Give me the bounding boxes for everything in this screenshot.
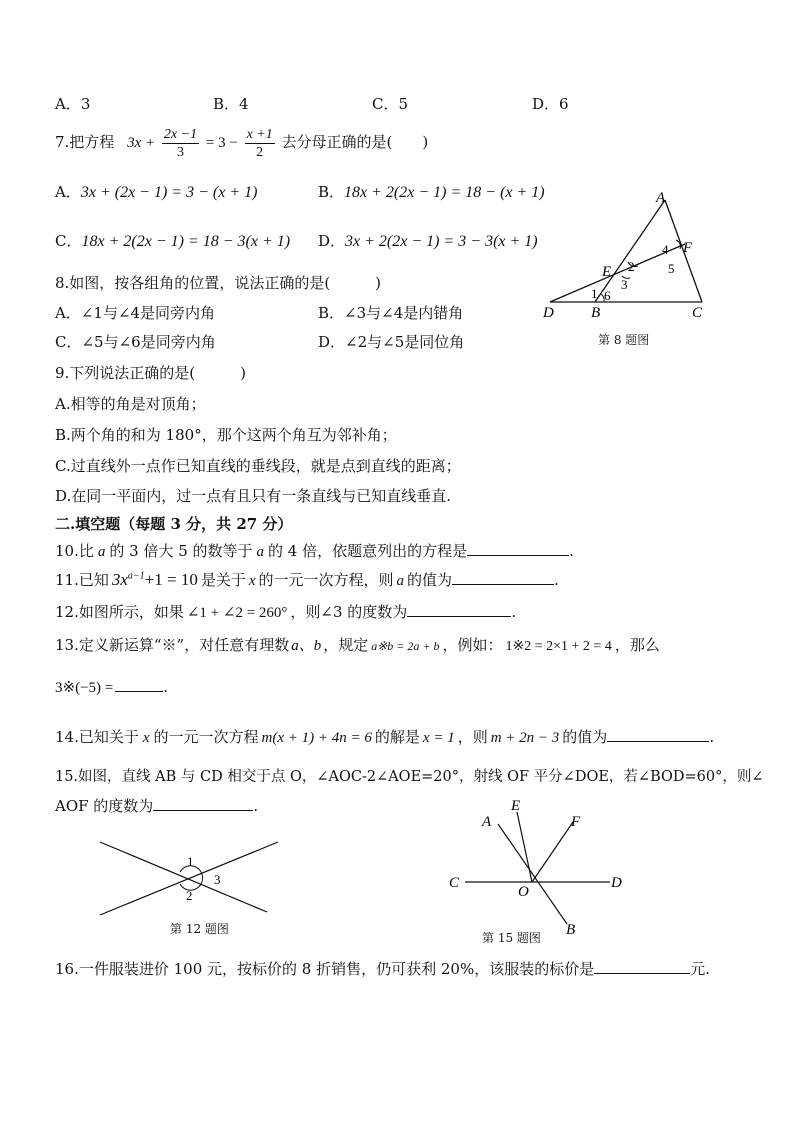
section-2-title: 二.填空题（每题 3 分，共 27 分）: [55, 515, 293, 533]
fig15-label-b: B: [566, 922, 576, 938]
q16-answer-blank[interactable]: [594, 959, 690, 974]
q7-option-c-expr: 18x + 2(2x − 1) = 18 − 3(x + 1): [81, 233, 291, 250]
q14-solution: x = 1: [422, 730, 455, 746]
q10-answer-blank[interactable]: [467, 541, 569, 556]
q14-end: .: [709, 728, 715, 746]
question-15-line2: [55, 795, 258, 816]
q12-answer-blank[interactable]: [407, 602, 511, 617]
q14-text4: ，则: [457, 728, 488, 746]
q10-text2: 的 3 倍大 5 的数等于: [109, 542, 253, 560]
q10-var-a: a: [97, 544, 106, 560]
q7-num1: 2x −1: [163, 126, 198, 142]
question-14: [55, 726, 714, 747]
question-13-line2: [55, 677, 168, 697]
q8-label-e: E: [602, 264, 612, 280]
q6-option-b: B．4: [213, 95, 249, 113]
q7-suffix: 去分母正确的是( ): [281, 133, 429, 151]
q16-end: 元.: [690, 960, 710, 978]
q14-var-x: x: [142, 730, 150, 746]
q10-end: .: [569, 542, 574, 560]
q12-expr: ∠1 + ∠2 = 260°: [186, 605, 288, 621]
q7-fraction-1: [162, 126, 199, 161]
fig12-label-2: 2: [186, 888, 193, 903]
q6-option-d: D．6: [532, 95, 569, 113]
fig15-figure: [440, 796, 640, 942]
fig15-caption: 第 15 题图: [482, 931, 541, 945]
q14-equation: m(x + 1) + 4n = 6: [261, 730, 372, 746]
q11-text3: 的一元一次方程，则: [258, 571, 394, 589]
question-16: [55, 958, 710, 979]
fig15-label-e: E: [511, 798, 521, 814]
q11-text1: 11.已知: [55, 571, 109, 589]
q15-answer-blank[interactable]: [153, 796, 253, 811]
q13-end: .: [163, 678, 169, 696]
q11-text4: 的值为: [407, 571, 453, 589]
q14-answer-blank[interactable]: [607, 727, 709, 742]
q8-label-b: B: [591, 305, 601, 321]
q8-figure: [540, 190, 720, 350]
fig15-label-c: C: [449, 875, 460, 891]
q8-line-ab: [595, 200, 665, 302]
fig12-label-3: 3: [214, 872, 221, 887]
q15-line1: 15.如图，直线 AB 与 CD 相交于点 O，∠AOC-2∠AOE=20°，射线 OF 平分∠DOE，若∠BOD=60°，则∠: [55, 769, 764, 785]
q16-text: 16.一件服装进价 100 元，按标价的 8 折销售，仍可获利 20%，该服装的标价是: [55, 960, 595, 978]
q11-equation: [112, 570, 198, 589]
q8-option-a: A．∠1与∠4是同旁内角: [55, 304, 216, 322]
q7-option-b-expr: 18x + 2(2x − 1) = 18 − (x + 1): [344, 184, 545, 201]
q8-option-b: B．∠3与∠4是内错角: [318, 304, 464, 322]
q11-exponent: a−1: [127, 570, 145, 582]
q10-text1: 10.比: [55, 542, 94, 560]
q13-text2: ，规定: [323, 636, 369, 654]
q10-text3: 的 4 倍，依题意列出的方程是: [268, 542, 468, 560]
q15-line2: AOF 的度数为: [55, 797, 154, 815]
q8-label-d: D: [543, 305, 554, 321]
q8-label-c: C: [692, 305, 703, 321]
q9-option-c: C.过直线外一点作已知直线的垂线段，就是点到直线的距离；: [55, 457, 461, 475]
q9-option-a: A.相等的角是对顶角；: [55, 395, 206, 413]
q8-label-4: 4: [662, 242, 669, 257]
q11-rest: +1 = 10: [144, 570, 198, 589]
q12-text2: ，则∠3 的度数为: [290, 603, 408, 621]
q8-label-5: 5: [668, 261, 675, 276]
q15-end: .: [253, 797, 259, 815]
q8-label-a: A: [656, 190, 666, 206]
question-11: [55, 569, 559, 590]
q10-var-a2: a: [256, 544, 265, 560]
q7-eq-mid: = 3 −: [205, 135, 238, 151]
q13-definition: a※b = 2a + b: [371, 639, 440, 653]
q7-option-d-letter: D．: [318, 232, 346, 250]
q9-option-d: D.在同一平面内，过一点有且只有一条直线与已知直线垂直.: [55, 487, 452, 505]
q9-option-b: B.两个角的和为 180°，那个这两个角互为邻补角；: [55, 426, 397, 444]
q11-end: .: [554, 571, 559, 589]
q13-text1: 13.定义新运算“※”，对任意有理数: [55, 636, 290, 654]
q7-option-b-letter: B．: [318, 183, 345, 201]
fig12-figure: [95, 838, 285, 922]
q7-option-a-letter: A．: [55, 183, 81, 201]
question-12: [55, 601, 516, 622]
q8-option-c: C．∠5与∠6是同旁内角: [55, 333, 216, 351]
q7-num2: x +1: [246, 126, 273, 142]
q7-den1: 3: [176, 144, 184, 160]
q11-base: 3x: [111, 570, 128, 589]
fig15-label-f: F: [571, 814, 581, 830]
q14-text3: 的解是: [374, 728, 420, 746]
q7-option-a: [55, 181, 257, 202]
q8-option-d: D．∠2与∠5是同位角: [318, 333, 465, 351]
q6-option-c: C．5: [372, 95, 409, 113]
q8-label-2: 2: [628, 259, 635, 274]
q8-stem: 8.如图，按各组角的位置，说法正确的是( ): [55, 274, 382, 292]
q7-den2: 2: [256, 144, 264, 160]
q9-stem: 9.下列说法正确的是( ): [55, 364, 247, 382]
q7-eq-a: 3x +: [127, 135, 156, 151]
q8-label-6: 6: [604, 288, 611, 303]
q8-figure-caption: 第 8 题图: [598, 333, 650, 347]
q7-fraction-2: [245, 126, 275, 161]
fig15-label-o: O: [518, 884, 529, 900]
q7-prefix: 7.把方程: [55, 133, 115, 151]
q13-answer-blank[interactable]: [115, 677, 163, 692]
q13-ab: a、b: [291, 638, 322, 654]
q7-option-a-expr: 3x + (2x − 1) = 3 − (x + 1): [80, 184, 258, 201]
fig15-label-d: D: [611, 875, 622, 891]
q12-text1: 12.如图所示，如果: [55, 603, 184, 621]
q8-label-f: F: [683, 240, 693, 256]
q8-label-3: 3: [621, 277, 628, 292]
fig12-caption: 第 12 题图: [170, 922, 229, 936]
q11-text2: 是关于: [200, 571, 246, 589]
fig15-label-a: A: [482, 814, 492, 830]
q13-text4: ，那么: [614, 636, 660, 654]
q14-text5: 的值为: [562, 728, 608, 746]
q7-option-d: [318, 230, 538, 251]
fig12-line-1: [100, 842, 267, 912]
fig15-line-ab: [498, 824, 567, 924]
q14-text1: 14.已知关于: [55, 728, 139, 746]
q13-text3: ，例如：: [442, 636, 503, 654]
q14-text2: 的一元一次方程: [153, 728, 259, 746]
q13-example: 1※2 = 2×1 + 2 = 4: [505, 639, 612, 654]
fig15-ray-oe: [517, 812, 532, 882]
q11-answer-blank[interactable]: [452, 570, 554, 585]
q6-option-a: A．3: [55, 95, 91, 113]
q7-option-c: [55, 230, 290, 251]
question-7: [55, 124, 428, 161]
q7-option-b: [318, 181, 545, 202]
question-13: [55, 634, 660, 655]
q7-option-d-expr: 3x + 2(2x − 1) = 3 − 3(x + 1): [345, 233, 538, 250]
q11-var-a: a: [396, 573, 405, 589]
q11-var-x: x: [248, 573, 256, 589]
q13-line2: 3※(−5) =: [55, 680, 114, 696]
q12-end: .: [511, 603, 517, 621]
fig15-ray-of: [532, 822, 573, 882]
q7-option-c-letter: C．: [55, 232, 82, 250]
fig12-label-1: 1: [187, 854, 194, 869]
q14-expression: m + 2n − 3: [490, 730, 560, 746]
q8-label-1: 1: [591, 286, 598, 301]
question-10: [55, 540, 574, 561]
